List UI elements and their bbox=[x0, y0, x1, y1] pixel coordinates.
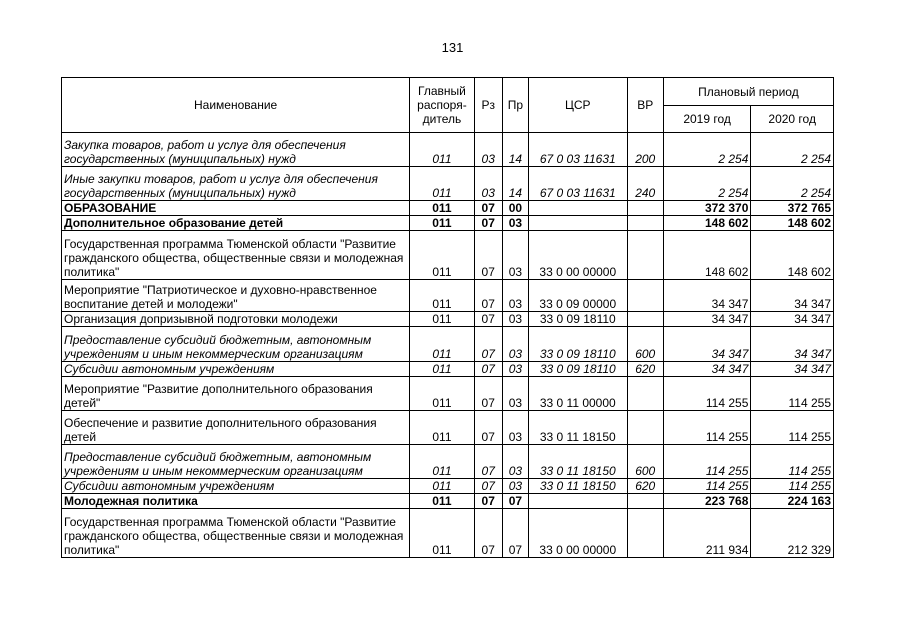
cell-2020: 2 254 bbox=[751, 133, 834, 167]
cell-pr: 07 bbox=[502, 494, 528, 509]
cell-manager: 011 bbox=[410, 377, 474, 411]
budget-table bbox=[61, 77, 834, 558]
cell-rz: 07 bbox=[474, 479, 502, 494]
cell-name: Обеспечение и развитие дополнительного образования детей bbox=[62, 411, 410, 445]
cell-2020: 34 347 bbox=[751, 362, 834, 377]
cell-2020: 372 765 bbox=[751, 201, 834, 216]
cell-csr bbox=[528, 216, 627, 231]
table-row bbox=[62, 167, 834, 201]
header-pr: Пр bbox=[502, 78, 528, 133]
cell-rz: 07 bbox=[474, 411, 502, 445]
cell-vr bbox=[627, 494, 663, 509]
cell-vr: 240 bbox=[627, 167, 663, 201]
cell-vr bbox=[627, 280, 663, 312]
cell-2019: 114 255 bbox=[663, 377, 751, 411]
cell-pr: 00 bbox=[502, 201, 528, 216]
cell-csr: 67 0 03 11631 bbox=[528, 133, 627, 167]
cell-csr: 33 0 11 18150 bbox=[528, 445, 627, 479]
cell-csr: 33 0 11 00000 bbox=[528, 377, 627, 411]
cell-vr bbox=[627, 509, 663, 558]
cell-csr bbox=[528, 494, 627, 509]
cell-2019: 34 347 bbox=[663, 312, 751, 327]
cell-vr: 620 bbox=[627, 479, 663, 494]
header-2020: 2020 год bbox=[751, 106, 834, 133]
cell-vr: 600 bbox=[627, 445, 663, 479]
cell-rz: 07 bbox=[474, 231, 502, 280]
cell-pr: 03 bbox=[502, 312, 528, 327]
cell-2019: 223 768 bbox=[663, 494, 751, 509]
cell-manager: 011 bbox=[410, 479, 474, 494]
cell-rz: 03 bbox=[474, 133, 502, 167]
cell-manager: 011 bbox=[410, 280, 474, 312]
cell-csr: 33 0 11 18150 bbox=[528, 479, 627, 494]
cell-pr: 03 bbox=[502, 231, 528, 280]
cell-pr: 03 bbox=[502, 362, 528, 377]
cell-2019: 211 934 bbox=[663, 509, 751, 558]
table-row bbox=[62, 362, 834, 377]
table-row bbox=[62, 312, 834, 327]
table-row bbox=[62, 494, 834, 509]
cell-2019: 114 255 bbox=[663, 479, 751, 494]
cell-pr: 03 bbox=[502, 327, 528, 362]
cell-pr: 03 bbox=[502, 411, 528, 445]
header-vr: ВР bbox=[627, 78, 663, 133]
cell-csr: 33 0 00 00000 bbox=[528, 231, 627, 280]
cell-manager: 011 bbox=[410, 445, 474, 479]
cell-rz: 07 bbox=[474, 280, 502, 312]
cell-name: Организация допризывной подготовки молодежи bbox=[62, 312, 410, 327]
cell-vr: 600 bbox=[627, 327, 663, 362]
cell-csr: 33 0 00 00000 bbox=[528, 509, 627, 558]
cell-csr: 33 0 09 00000 bbox=[528, 280, 627, 312]
cell-2020: 2 254 bbox=[751, 167, 834, 201]
cell-name: Закупка товаров, работ и услуг для обеспечения государственных (муниципальных) нужд bbox=[62, 133, 410, 167]
cell-name: Государственная программа Тюменской области "Развитие гражданского общества, общественные связи и молодежная политика" bbox=[62, 231, 410, 280]
cell-2020: 212 329 bbox=[751, 509, 834, 558]
cell-2020: 114 255 bbox=[751, 377, 834, 411]
cell-name: Дополнительное образование детей bbox=[62, 216, 410, 231]
cell-csr: 67 0 03 11631 bbox=[528, 167, 627, 201]
cell-name: Иные закупки товаров, работ и услуг для обеспечения государственных (муниципальных) нужд bbox=[62, 167, 410, 201]
cell-csr: 33 0 11 18150 bbox=[528, 411, 627, 445]
cell-manager: 011 bbox=[410, 327, 474, 362]
cell-rz: 03 bbox=[474, 167, 502, 201]
table-row bbox=[62, 327, 834, 362]
table-row bbox=[62, 201, 834, 216]
table-row bbox=[62, 280, 834, 312]
cell-name: Государственная программа Тюменской области "Развитие гражданского общества, общественные связи и молодежная политика" bbox=[62, 509, 410, 558]
cell-pr: 14 bbox=[502, 133, 528, 167]
header-2019: 2019 год bbox=[663, 106, 751, 133]
cell-name: ОБРАЗОВАНИЕ bbox=[62, 201, 410, 216]
cell-2020: 224 163 bbox=[751, 494, 834, 509]
cell-pr: 03 bbox=[502, 479, 528, 494]
cell-rz: 07 bbox=[474, 494, 502, 509]
cell-2020: 148 602 bbox=[751, 231, 834, 280]
cell-2019: 148 602 bbox=[663, 216, 751, 231]
cell-manager: 011 bbox=[410, 362, 474, 377]
cell-name: Молодежная политика bbox=[62, 494, 410, 509]
cell-vr bbox=[627, 231, 663, 280]
cell-vr: 200 bbox=[627, 133, 663, 167]
cell-rz: 07 bbox=[474, 216, 502, 231]
table-row bbox=[62, 479, 834, 494]
cell-2020: 114 255 bbox=[751, 445, 834, 479]
cell-2019: 34 347 bbox=[663, 327, 751, 362]
table-body bbox=[62, 133, 834, 558]
cell-csr bbox=[528, 201, 627, 216]
cell-name: Предоставление субсидий бюджетным, автономным учреждениям и иным некоммерческим организациям bbox=[62, 327, 410, 362]
table-row bbox=[62, 377, 834, 411]
cell-pr: 03 bbox=[502, 377, 528, 411]
cell-vr bbox=[627, 377, 663, 411]
cell-name: Предоставление субсидий бюджетным, автономным учреждениям и иным некоммерческим организациям bbox=[62, 445, 410, 479]
cell-vr: 620 bbox=[627, 362, 663, 377]
table-row bbox=[62, 133, 834, 167]
cell-name: Мероприятие "Патриотическое и духовно-нравственное воспитание детей и молодежи" bbox=[62, 280, 410, 312]
table-row bbox=[62, 509, 834, 558]
header-rz: Рз bbox=[474, 78, 502, 133]
cell-2019: 114 255 bbox=[663, 411, 751, 445]
cell-2020: 148 602 bbox=[751, 216, 834, 231]
cell-manager: 011 bbox=[410, 312, 474, 327]
cell-manager: 011 bbox=[410, 494, 474, 509]
cell-csr: 33 0 09 18110 bbox=[528, 362, 627, 377]
cell-2019: 34 347 bbox=[663, 362, 751, 377]
cell-vr bbox=[627, 201, 663, 216]
cell-pr: 03 bbox=[502, 445, 528, 479]
cell-manager: 011 bbox=[410, 231, 474, 280]
header-manager: Главный распоря-дитель bbox=[410, 78, 474, 133]
cell-pr: 03 bbox=[502, 216, 528, 231]
cell-csr: 33 0 09 18110 bbox=[528, 312, 627, 327]
cell-2019: 372 370 bbox=[663, 201, 751, 216]
header-period: Плановый период bbox=[663, 78, 833, 106]
cell-rz: 07 bbox=[474, 377, 502, 411]
cell-2020: 114 255 bbox=[751, 411, 834, 445]
cell-manager: 011 bbox=[410, 411, 474, 445]
cell-2020: 34 347 bbox=[751, 312, 834, 327]
cell-rz: 07 bbox=[474, 201, 502, 216]
table-row bbox=[62, 216, 834, 231]
cell-rz: 07 bbox=[474, 362, 502, 377]
cell-vr bbox=[627, 312, 663, 327]
cell-rz: 07 bbox=[474, 445, 502, 479]
page-number: 131 bbox=[441, 40, 464, 55]
cell-rz: 07 bbox=[474, 327, 502, 362]
cell-manager: 011 bbox=[410, 133, 474, 167]
cell-vr bbox=[627, 411, 663, 445]
cell-csr: 33 0 09 18110 bbox=[528, 327, 627, 362]
cell-rz: 07 bbox=[474, 509, 502, 558]
cell-2019: 114 255 bbox=[663, 445, 751, 479]
cell-2020: 34 347 bbox=[751, 280, 834, 312]
cell-manager: 011 bbox=[410, 201, 474, 216]
table-row bbox=[62, 411, 834, 445]
table-row bbox=[62, 231, 834, 280]
cell-2019: 2 254 bbox=[663, 167, 751, 201]
cell-2019: 34 347 bbox=[663, 280, 751, 312]
cell-name: Субсидии автономным учреждениям bbox=[62, 479, 410, 494]
cell-vr bbox=[627, 216, 663, 231]
cell-2020: 114 255 bbox=[751, 479, 834, 494]
cell-2020: 34 347 bbox=[751, 327, 834, 362]
cell-manager: 011 bbox=[410, 216, 474, 231]
cell-2019: 2 254 bbox=[663, 133, 751, 167]
cell-manager: 011 bbox=[410, 509, 474, 558]
table-row bbox=[62, 445, 834, 479]
cell-name: Мероприятие "Развитие дополнительного образования детей" bbox=[62, 377, 410, 411]
cell-2019: 148 602 bbox=[663, 231, 751, 280]
cell-name: Субсидии автономным учреждениям bbox=[62, 362, 410, 377]
table-header bbox=[62, 78, 834, 133]
header-name: Наименование bbox=[62, 78, 410, 133]
header-csr: ЦСР bbox=[528, 78, 627, 133]
cell-manager: 011 bbox=[410, 167, 474, 201]
cell-pr: 07 bbox=[502, 509, 528, 558]
cell-rz: 07 bbox=[474, 312, 502, 327]
cell-pr: 03 bbox=[502, 280, 528, 312]
cell-pr: 14 bbox=[502, 167, 528, 201]
